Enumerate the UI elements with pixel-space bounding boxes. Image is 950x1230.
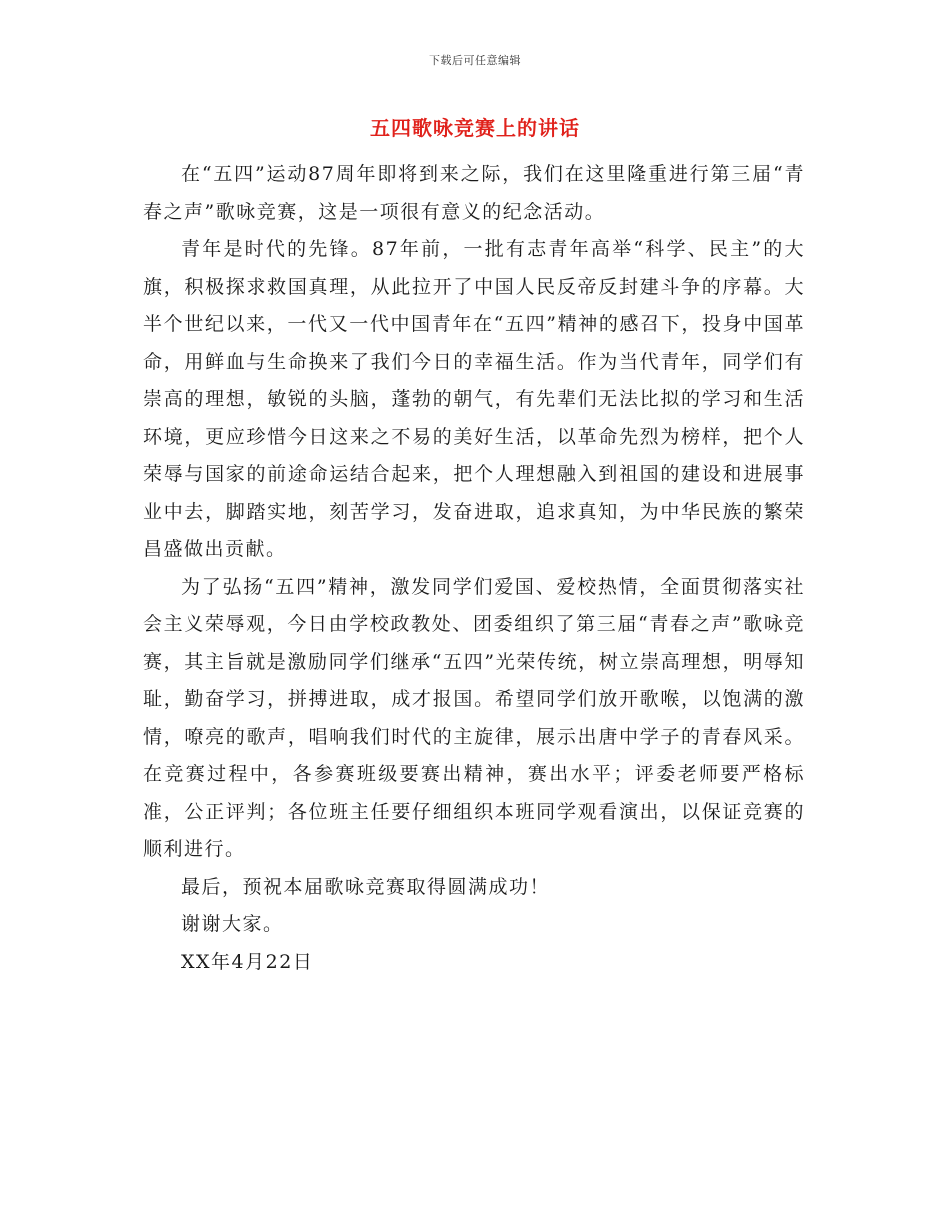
document-body	[143, 156, 805, 981]
paragraph-intro: 在“五四”运动87周年即将到来之际，我们在这里隆重进行第三届“青春之声”歌咏竞赛，这是一项很有意义的纪念活动。	[143, 163, 805, 223]
paragraph-date: XX年4月22日	[181, 950, 314, 973]
paragraph-wishes: 最后，预祝本届歌咏竞赛取得圆满成功！	[181, 875, 551, 898]
page-title: 五四歌咏竞赛上的讲话	[370, 116, 580, 140]
paragraph-thanks: 谢谢大家。	[181, 913, 284, 935]
paragraph-competition: 为了弘扬“五四”精神，激发同学们爱国、爱校热情，全面贯彻落实社会主义荣辱观，今日由学校政教处、团委组织了第三届“青春之声”歌咏竞赛，其主旨就是激励同学们继承“五四”光荣传统，树立崇高理想，明辱知耻，勤奋学习，拼搏进取，成才报国。希望同学们放开歌喉，以饱满的激情，嘹亮的歌声，唱响我们时代的主旋律，展示出唐中学子的青春风采。在竞赛过程中，各参赛班级要赛出精神，赛出水平；评委老师要严格标准，公正评判；各位班主任要仔细组织本班同学观看演出，以保证竞赛的顺利进行。	[143, 575, 805, 860]
header-note: 下载后可任意编辑	[429, 54, 521, 67]
paragraph-youth: 青年是时代的先锋。87年前，一批有志青年高举“科学、民主”的大旗，积极探求救国真理，从此拉开了中国人民反帝反封建斗争的序幕。大半个世纪以来，一代又一代中国青年在“五四”精神的感召下，投身中国革命，用鲜血与生命换来了我们今日的幸福生活。作为当代青年，同学们有崇高的理想，敏锐的头脑，蓬勃的朝气，有先辈们无法比拟的学习和生活环境，更应珍惜今日这来之不易的美好生活，以革命先烈为榜样，把个人荣辱与国家的前途命运结合起来，把个人理想融入到祖国的建设和进展事业中去，脚踏实地，刻苦学习，发奋进取，追求真知，为中华民族的繁荣昌盛做出贡献。	[143, 238, 805, 560]
